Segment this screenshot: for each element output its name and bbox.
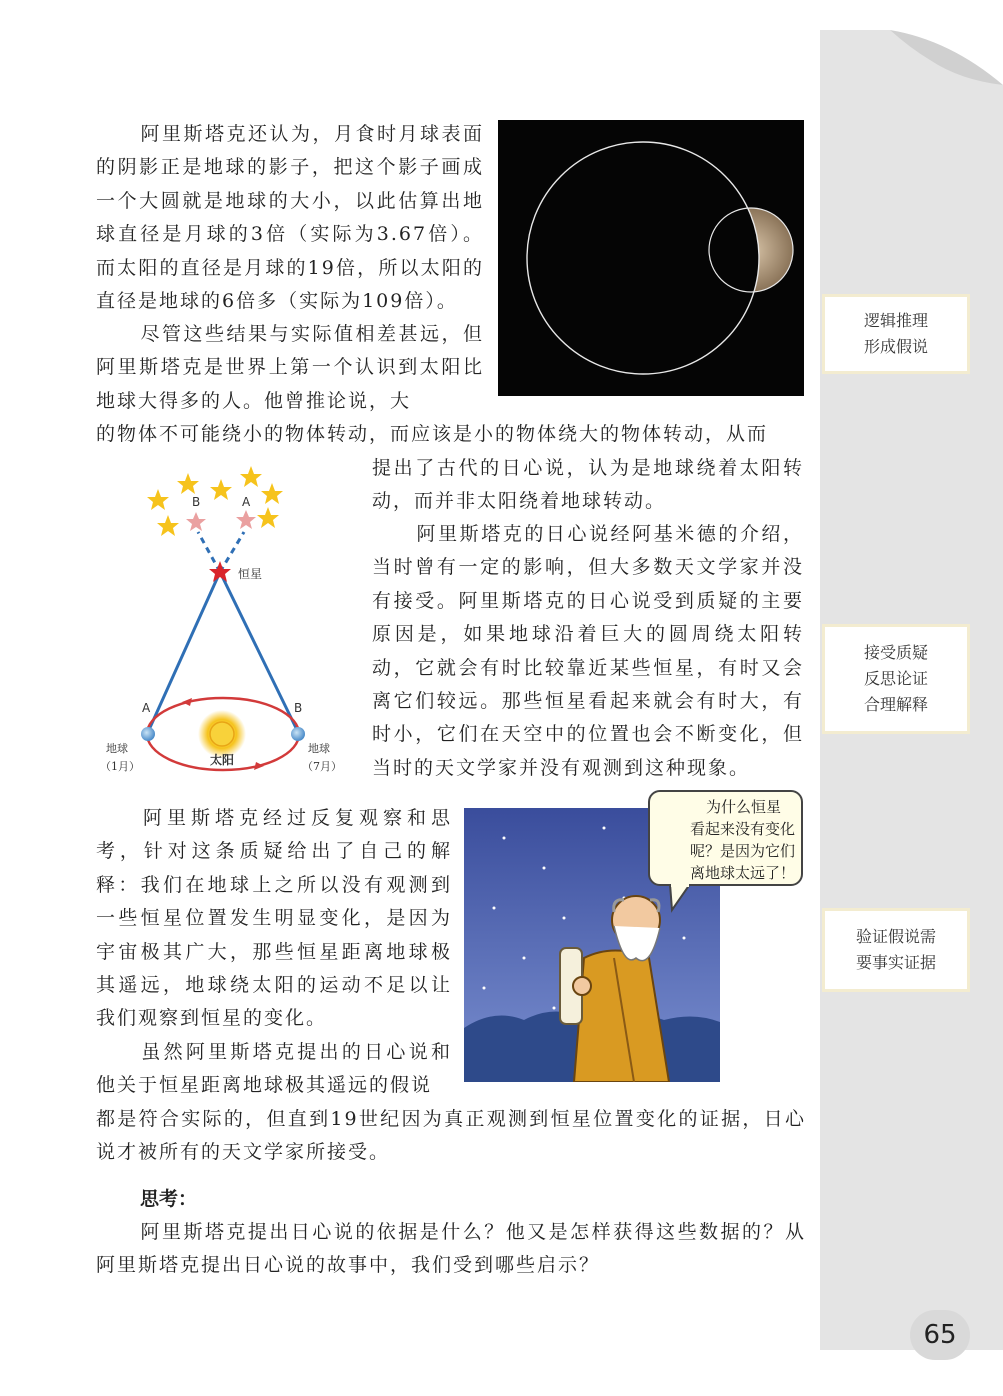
sun-label: 太阳 [210, 753, 235, 767]
side-note-line: 验证假说需 [855, 927, 936, 946]
star-icon [209, 561, 231, 582]
earth-january-icon [141, 727, 155, 741]
paragraph-text: 虽然阿里斯塔克提出的日心说和他关于恒星距离地球极其遥远的假说 [96, 1041, 452, 1097]
bubble-line: 离地球太远了！ [689, 864, 795, 882]
apparent-star-positions-icon [186, 510, 256, 531]
side-note-evidence [822, 908, 970, 992]
label-b-top: B [192, 495, 201, 509]
side-note-line: 反思论证 [863, 669, 928, 688]
side-note-line: 要事实证据 [855, 953, 936, 972]
label-a-top: A [242, 495, 251, 509]
bubble-tail-icon [668, 884, 698, 914]
speech-bubble [648, 790, 803, 886]
paragraph-conclusion [96, 318, 484, 418]
star-label: 恒星 [238, 567, 263, 581]
paragraph-text: 的物体不可能绕小的物体转动，而应该是小的物体绕大的物体转动，从而 [96, 423, 769, 445]
page-number: 65 [910, 1310, 970, 1360]
label-a: A [142, 701, 151, 715]
paragraph-text: 阿里斯塔克的日心说经阿基米德的介绍，当时曾有一定的影响，但大多数天文学家并没有接受。阿里斯塔克的日心说受到质疑的主要原因是，如果地球沿着巨大的圆周绕太阳转动，它就会有时比较靠近某些恒星，有时又会离它们较远。那些恒星看起来就会有时大，有时小，它们在天空中的位置也会不断变化，但当时的天文学家并没有观测到这种现象。 [372, 523, 804, 779]
side-note-line: 接受质疑 [863, 643, 928, 662]
side-note-line: 形成假说 [863, 337, 928, 356]
side-note-question [822, 624, 970, 734]
paragraph-text: 都是符合实际的，但直到19世纪因为真正观测到恒星位置变化的证据，日心说才被所有的天文学家所接受。 [96, 1108, 806, 1164]
paragraph-text: 阿里斯塔克经过反复观察和思考，针对这条质疑给出了自己的解释：我们在地球上之所以没有观测到一些恒星位置发生明显变化，是因为宇宙极其广大，那些恒星距离地球极其遥远，地球绕太阳的运动不足以让我们观察到恒星的变化。 [96, 807, 452, 1030]
background-stars-icon [147, 466, 283, 536]
paragraph-eclipse [96, 118, 484, 318]
paragraph-text: 尽管这些结果与实际值相差甚远，但阿里斯塔克是世界上第一个认识到太阳比地球大得多的人。他曾推论说，大 [96, 323, 484, 412]
page-curl-icon [890, 30, 1003, 90]
paragraph-text: 提出了古代的日心说，认为是地球绕着太阳转动，而并非太阳绕着地球转动。 [372, 457, 804, 513]
paragraph-text: 阿里斯塔克还认为，月食时月球表面的阴影正是地球的影子，把这个影子画成一个大圆就是地球的大小，以此估算出地球直径是月球的3倍（实际为3.67倍）。而太阳的直径是月球的19倍，所以太阳的直径是地球的6倍多（实际为109倍）。 [96, 123, 484, 313]
earth-july-icon [291, 727, 305, 741]
side-note-line: 逻辑推理 [863, 311, 928, 330]
paragraph-confirmation [96, 1036, 452, 1103]
earth-right-label: 地球 [308, 742, 330, 755]
paragraph-heliocentric [372, 452, 804, 519]
earth-left-label: 地球 [106, 742, 128, 755]
paragraph-doubt [372, 518, 804, 785]
paragraph-confirmation-cont [96, 1103, 806, 1170]
side-note-line: 合理解释 [863, 695, 928, 714]
lunar-eclipse-image [498, 120, 804, 396]
earth-right-month: （7月） [302, 760, 342, 773]
bubble-line: 看起来没有变化 [689, 820, 795, 838]
paragraph-conclusion-cont [96, 418, 806, 451]
earth-left-month: （1月） [100, 760, 140, 773]
think-question [96, 1216, 806, 1283]
paragraph-explanation [96, 802, 452, 1036]
stellar-parallax-diagram [96, 462, 356, 782]
label-b: B [294, 701, 303, 715]
paragraph-text: 阿里斯塔克提出日心说的依据是什么？他又是怎样获得这些数据的？从阿里斯塔克提出日心说的故事中，我们受到哪些启示？ [96, 1221, 806, 1277]
side-note-logic [822, 294, 970, 374]
bubble-line: 为什么恒星 [705, 798, 781, 816]
bubble-line: 呢？是因为它们 [689, 842, 795, 860]
think-heading: 思考： [140, 1188, 198, 1210]
